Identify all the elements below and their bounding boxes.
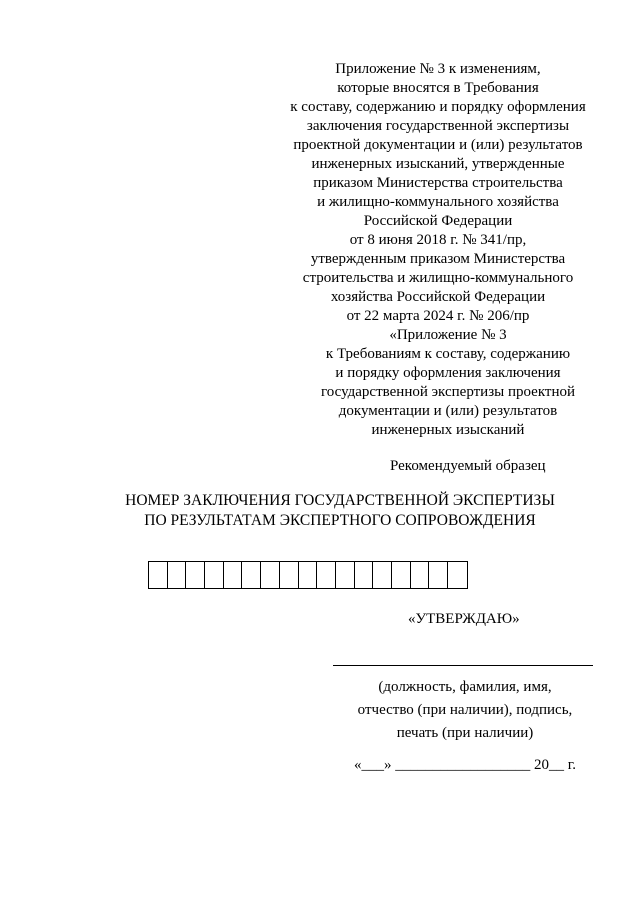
appendix-quote-line: государственной экспертизы проектной (320, 384, 576, 400)
appendix-header-line: и жилищно-коммунального хозяйства (317, 194, 559, 210)
signature-caption (320, 676, 610, 745)
appendix-quote-line: инженерных изысканий (371, 422, 525, 438)
number-cell (280, 562, 299, 588)
appendix-quote-line: «Приложение № 3 (389, 327, 507, 343)
appendix-header-line: строительства и жилищно-коммунального (302, 270, 574, 286)
appendix-header-line: от 8 июня 2018 г. № 341/пр, (349, 232, 527, 248)
appendix-header-line: хозяйства Российской Федерации (330, 289, 546, 305)
heading-line: НОМЕР ЗАКЛЮЧЕНИЯ ГОСУДАРСТВЕННОЙ ЭКСПЕРТИЗЫ (125, 492, 555, 509)
number-cell (317, 562, 336, 588)
appendix-header-line: Российской Федерации (363, 213, 513, 229)
document-heading (100, 491, 580, 531)
signature-line (333, 665, 593, 666)
appendix-header-line: приказом Министерства строительства (313, 175, 563, 191)
appendix-header-line: утвержденным приказом Министерства (310, 251, 566, 267)
heading-line: ПО РЕЗУЛЬТАТАМ ЭКСПЕРТНОГО СОПРОВОЖДЕНИЯ (144, 512, 536, 529)
signature-caption-line: отчество (при наличии), подпись, (357, 702, 573, 718)
number-cell (355, 562, 374, 588)
number-cell (411, 562, 430, 588)
appendix-header-line: инженерных изысканий, утвержденные (311, 156, 565, 172)
number-cell (448, 562, 467, 588)
number-cell (392, 562, 411, 588)
number-cell (429, 562, 448, 588)
appendix-header-line: заключения государственной экспертизы (306, 118, 570, 134)
signature-caption-line: печать (при наличии) (396, 725, 534, 741)
number-cell (373, 562, 392, 588)
appendix-header-line: проектной документации и (или) результатов (293, 137, 583, 153)
appendix-header-line: Приложение № 3 к изменениям, (335, 61, 541, 77)
date-line: «___» __________________ 20__ г. (354, 757, 576, 773)
appendix-header-line: от 22 марта 2024 г. № 206/пр (346, 308, 530, 324)
number-cell (242, 562, 261, 588)
appendix-quote-line: документации и (или) результатов (338, 403, 558, 419)
number-cell (336, 562, 355, 588)
appendix-quote (305, 326, 591, 440)
appendix-quote-line: к Требованиям к составу, содержанию (325, 346, 571, 362)
number-cell (149, 562, 168, 588)
sample-label: Рекомендуемый образец (390, 458, 546, 474)
appendix-header-line: к составу, содержанию и порядку оформления (290, 99, 586, 115)
number-cell (299, 562, 318, 588)
approve-label: «УТВЕРЖДАЮ» (408, 611, 520, 627)
conclusion-number-cells (148, 561, 468, 589)
number-cell (186, 562, 205, 588)
appendix-quote-line: и порядку оформления заключения (335, 365, 561, 381)
signature-caption-line: (должность, фамилия, имя, (378, 679, 552, 695)
number-cell (261, 562, 280, 588)
number-cell (224, 562, 243, 588)
number-cell (168, 562, 187, 588)
appendix-header (288, 60, 588, 326)
number-cell (205, 562, 224, 588)
appendix-header-line: которые вносятся в Требования (337, 80, 539, 96)
